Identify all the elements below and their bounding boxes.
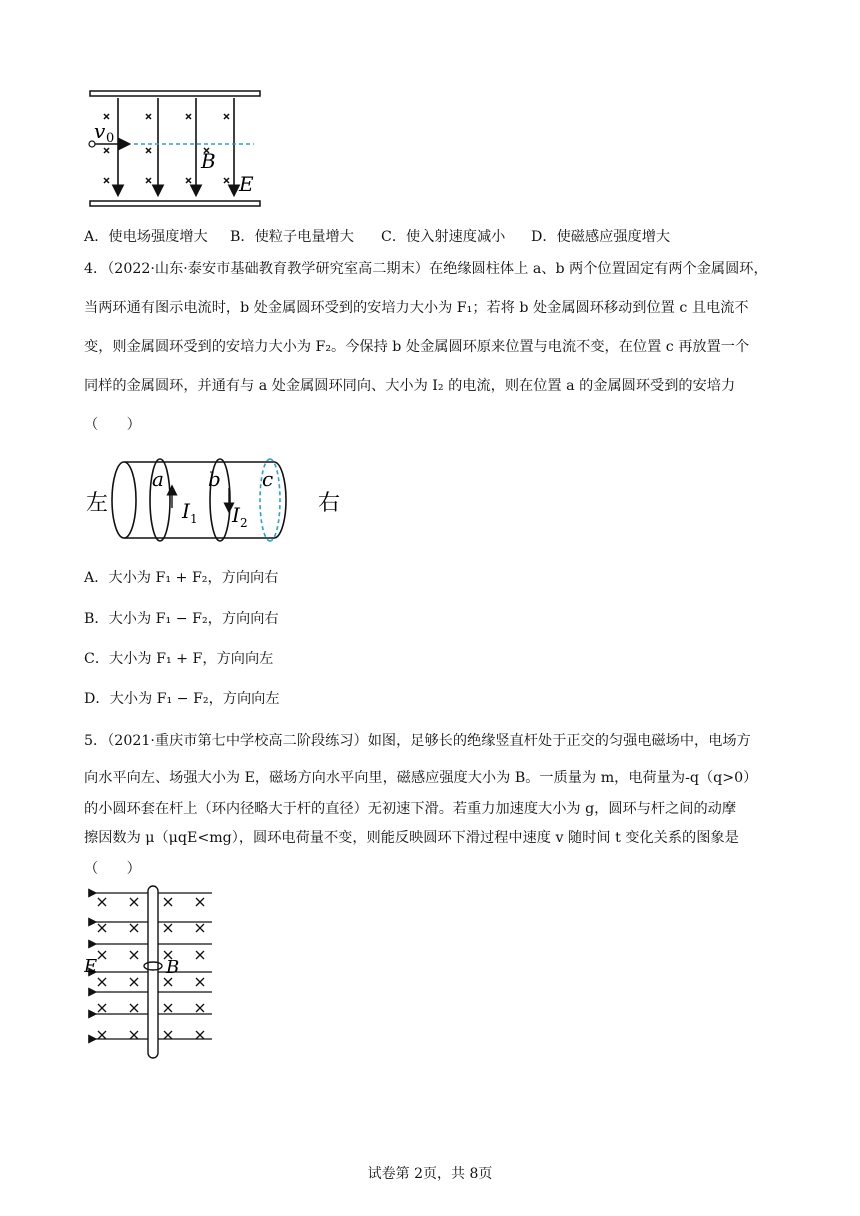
current-i1-label: I [182,499,190,523]
q4-line-2: 当两环通有图示电流时，b 处金属圆环受到的安培力大小为 F₁；若将 b 处金属圆环移动到位置 c 且电流不 [84,300,749,316]
e-field-label: E [239,172,254,196]
current-i2-sub: 2 [240,516,248,530]
v0-subscript: 0 [106,131,115,146]
figure-velocity-selector [84,86,270,210]
q4-line-1: 4．（2022·山东·泰安市基础教育教学研究室高二期末）在绝缘圆柱体上 a、b 两个位置固定有两个金属圆环， [84,261,768,277]
q4-option-c: C．大小为 F₁ + F，方向向左 [84,651,274,667]
ring-c-label: c [262,467,274,491]
q4-line-4: 同样的金属圆环，并通有与 a 处金属圆环同向、大小为 I₂ 的电流，则在位置 a 的金属圆环受到的安培力 [84,378,736,394]
e-field-label: E [84,956,98,977]
q4-option-b: B．大小为 F₁ − F₂，方向向右 [84,611,279,627]
q3-option-b: B．使粒子电量增大 [230,229,354,245]
q4-answer-paren: （ ） [84,417,141,433]
figure-cylinder-rings [84,450,354,550]
current-i2-label: I [232,503,240,527]
right-label: 右 [318,491,341,516]
q5-answer-paren: （ ） [84,861,141,877]
v0-label: v [94,119,106,143]
q4-option-d: D．大小为 F₁ − F₂，方向向左 [84,691,280,707]
b-field-label: B [201,149,216,173]
ring-a-label: a [152,467,164,491]
q5-line-3: 的小圆环套在杆上（环内径略大于杆的直径）无初速下滑。若重力加速度大小为 g，圆环与杆之间的动摩 [84,801,737,817]
q4-line-3: 变，则金属圆环受到的安培力大小为 F₂。今保持 b 处金属圆环原来位置与电流不变，在位置 c 再放置一个 [84,339,750,355]
figure-rod-fields [84,884,224,1060]
q3-option-a: A．使电场强度增大 [84,229,208,245]
left-label: 左 [86,491,109,516]
q5-line-4: 擦因数为 μ（μqE<mg），圆环电荷量不变，则能反映圆环下滑过程中速度 v 随时间 t 变化关系的图象是 [84,830,739,846]
q5-line-2: 向水平向左、场强大小为 E，磁场方向水平向里，磁感应强度大小为 B。一质量为 m，电荷量为-q（q>0） [84,770,758,786]
q4-option-a: A．大小为 F₁ + F₂，方向向右 [84,570,279,586]
q5-line-1: 5．（2021·重庆市第七中学校高二阶段练习）如图，足够长的绝缘竖直杆处于正交的匀强电磁场中，电场方 [84,733,751,749]
ring-b-label: b [208,467,221,491]
q3-option-c: C．使入射速度减小 [381,229,506,245]
page-footer: 试卷第 2页，共 8页 [367,1166,493,1182]
b-field-label: B [166,957,180,978]
q3-option-d: D．使磁感应强度增大 [531,229,671,245]
current-i1-sub: 1 [190,512,198,526]
